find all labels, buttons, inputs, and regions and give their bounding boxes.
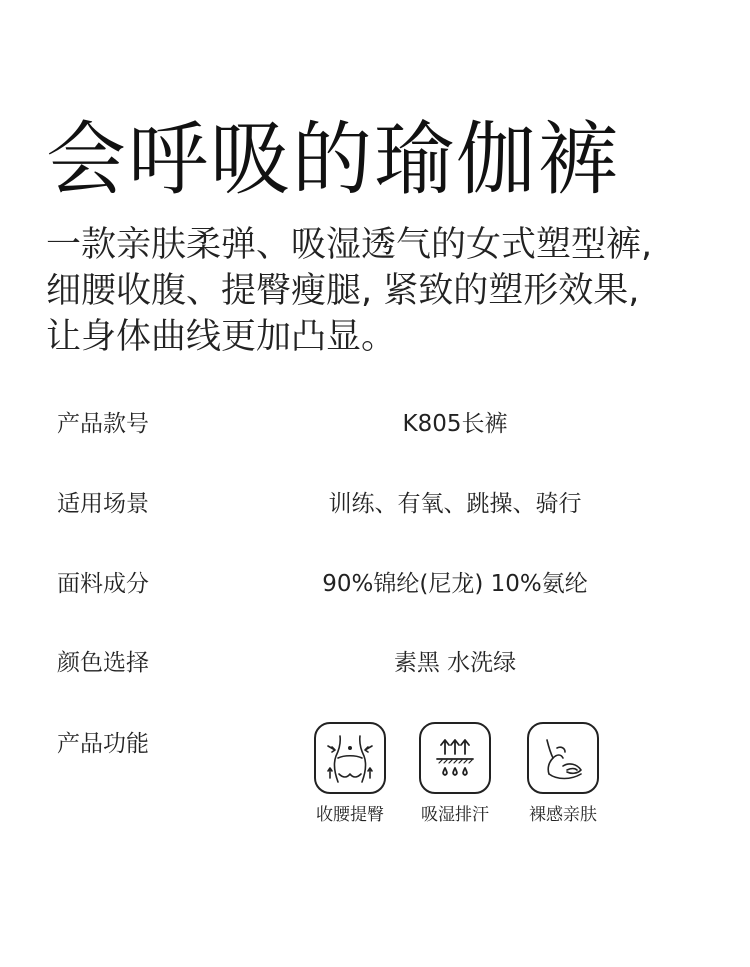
feature-label: 吸湿排汗 (421, 805, 489, 825)
spec-label: 适用场景 (57, 491, 149, 517)
page-title: 会呼吸的瑜伽裤 (46, 113, 620, 206)
spec-row-style-number (0, 404, 750, 444)
spec-value: K805长裤 (402, 411, 508, 437)
spec-label: 面料成分 (57, 571, 149, 597)
spec-label: 颜色选择 (57, 650, 149, 676)
spec-label: 产品款号 (57, 411, 149, 437)
spec-row-usage-scenarios (0, 484, 750, 524)
feature-list (300, 722, 610, 832)
description-line-2: 细腰收腹、提臀瘦腿, 紧致的塑形效果, (46, 271, 640, 311)
waist-hip-lift-icon (314, 722, 386, 794)
skin-touch-icon (527, 722, 599, 794)
spec-label: 产品功能 (57, 731, 149, 757)
spec-value: 训练、有氧、跳操、骑行 (328, 491, 582, 517)
spec-value: 素黑 水洗绿 (393, 650, 517, 676)
feature-label: 裸感亲肤 (529, 805, 597, 825)
spec-row-colors (0, 643, 750, 683)
feature-moisture-wicking (405, 722, 505, 832)
feature-skin-touch (513, 722, 613, 832)
feature-waist-hip-lift (300, 722, 400, 832)
description-line-3: 让身体曲线更加凸显。 (46, 317, 397, 357)
spec-row-fabric (0, 564, 750, 604)
spec-value: 90%锦纶(尼龙) 10%氨纶 (322, 571, 588, 597)
feature-label: 收腰提臀 (316, 805, 384, 825)
moisture-wicking-icon (419, 722, 491, 794)
description-line-1: 一款亲肤柔弹、吸湿透气的女式塑型裤, (46, 225, 653, 265)
product-description (46, 222, 716, 360)
